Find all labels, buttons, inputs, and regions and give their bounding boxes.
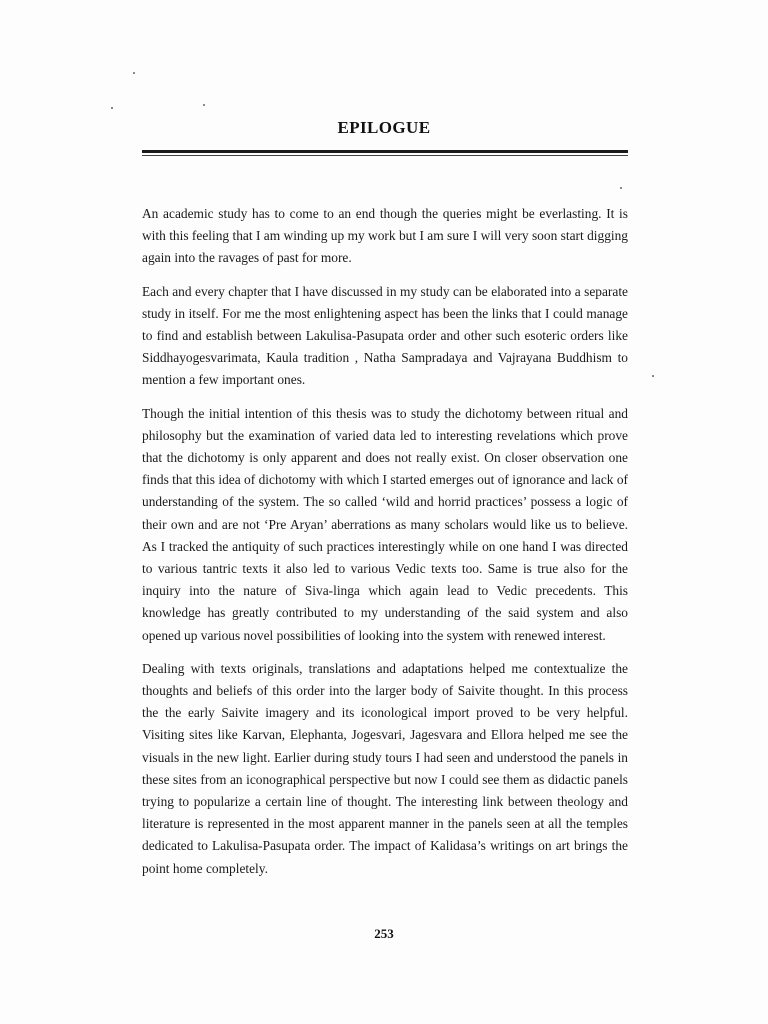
scan-speck [203, 104, 205, 106]
body-text [142, 203, 628, 891]
paragraph-4: Dealing with texts originals, translations and adaptations helped me contextualize the thoughts and beliefs of this order into the larger body of Saivite thought. In this process the the early Saivite imagery and its iconological import proved to be very helpful. Visiting sites like Karvan, Elephanta, Jogesvari, Jagesvara and Ellora helped me see the visuals in the new light. Earlier during study tours I had seen and understood the panels in these sites from an iconographical perspective but now I could see them as didactic panels trying to popularize a certain line of thought. The interesting link between theology and literature is represented in the most apparent manner in the panels seen at all the temples dedicated to Lakulisa-Pasupata order. The impact of Kalidasa’s writings on art brings the point home completely. [142, 660, 628, 876]
title-rule-thin [142, 155, 628, 156]
scan-speck [133, 72, 135, 74]
page-title: EPILOGUE [337, 118, 431, 137]
scan-speck [111, 107, 113, 109]
paragraph-3: Though the initial intention of this thesis was to study the dichotomy between ritual and philosophy but the examination of varied data led to interesting revelations which prove that the dichotomy is only apparent and does not really exist. On closer observation one finds that this idea of dichotomy with which I started emerges out of ignorance and lack of understanding of the system. The so called ‘wild and horrid practices’ possess a logic of their own and are not ‘Pre Aryan’ aberrations as many scholars would like us to believe. As I tracked the antiquity of such practices interestingly while on one hand I was directed to various tantric texts it also led to various Vedic texts too. Same is true also for the inquiry into the nature of Siva-linga which again lead to Vedic precedents. This knowledge has greatly contributed to my understanding of the said system and also opened up various novel possibilities of looking into the system with renewed interest. [142, 405, 628, 643]
scan-speck [620, 187, 622, 189]
title-rule-thick [142, 150, 628, 153]
paragraph-2: Each and every chapter that I have discussed in my study can be elaborated into a separate study in itself. For me the most enlightening aspect has been the links that I could manage to find and establish between Lakulisa-Pasupata order and other such esoteric orders like Siddhayogesvarimata, Kaula tradition , Natha Sampradaya and Vajrayana Buddhism to mention a few important ones. [142, 283, 628, 388]
scan-speck [652, 375, 654, 377]
page-number: 253 [374, 926, 394, 941]
paragraph-1: An academic study has to come to an end though the queries might be everlasting. It is with this feeling that I am winding up my work but I am sure I will very soon start digging again into the ravages of past for more. [142, 206, 628, 266]
